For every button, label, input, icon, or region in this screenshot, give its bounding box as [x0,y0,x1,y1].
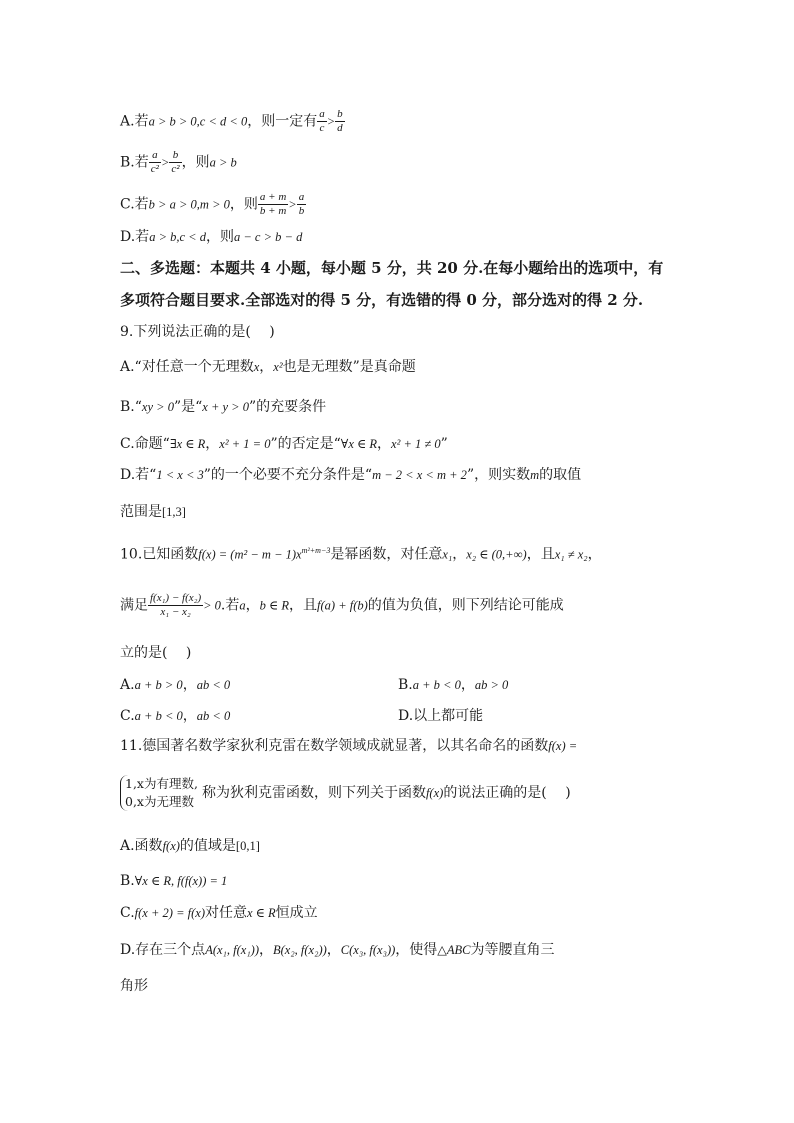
option-d-line [120,227,302,247]
option-label: B. [398,677,413,693]
text: ”，则实数 [466,467,531,483]
option-label: A.若 [120,113,149,130]
math-expr: x₂ ∈ (0,+∞) [466,547,527,562]
text: 称为狄利克雷函数，则下列关于函数 [201,785,426,801]
piecewise-brace [120,775,198,811]
q10-option-d: D.以上都可能 [398,708,484,724]
question-10-stem [120,541,602,565]
q10-options-row2 [120,706,680,726]
numerator: a [319,108,325,120]
math-expr: x² + 1 ≠ 0 [391,437,441,451]
text: ， [259,359,274,375]
math-expr: [1,3] [162,505,186,519]
math-expr: C(x₃, f(x₃)) [340,943,396,957]
text: ” [440,436,448,452]
q10-options-row1 [120,675,680,695]
q11-option-d-cont: 角形 [120,978,148,994]
math-expr: a [239,598,246,613]
text: ， [326,942,341,958]
text: ， [452,546,467,563]
text: ”的否定是“ [270,436,341,452]
math-expr: ab < 0 [196,678,231,692]
option-label: C. [120,708,135,724]
math-expr: a > b,c < d [149,230,206,244]
text: ”是“ [173,399,203,415]
option-label: C.若 [120,196,149,213]
text: ， [205,436,220,452]
exponent: m²+m−3 [301,546,331,555]
fraction [335,108,345,135]
text: ，则 [229,196,258,213]
option-label: C. [120,905,135,921]
numerator: a [149,149,161,163]
math-expr: b > a > 0,m > 0 [148,197,230,212]
option-a-line [120,108,345,135]
math-expr: [0,1] [235,839,260,853]
text: 的说法正确的是( ) [443,785,571,801]
text: ， [182,708,197,724]
text: ， [258,942,273,958]
math-expr: f(x + 2) = f(x) [134,906,205,920]
q11-option-b [120,871,227,891]
q11-option-c [120,903,318,923]
numerator: b [337,108,343,120]
q9-option-d [120,465,581,485]
math-expr: B(x₂, f(x₂)) [272,943,327,957]
denominator: c² [171,163,180,175]
denominator: x₁ − x₂ [160,606,191,618]
text: 满足 [120,597,148,614]
piecewise-case: 1,x为有理数, [125,776,198,791]
text: 的值域是 [179,838,236,854]
text: 的值为负值，则下列结论可能成 [367,597,564,614]
math-expr: ∃x ∈ R [169,437,206,451]
math-expr: a > b > 0,c < d < 0 [148,114,248,129]
option-label: D.若 [120,229,150,245]
denominator: d [337,122,343,134]
q9-option-d-cont [120,502,186,522]
denominator: b [298,205,305,217]
numerator: b [169,149,181,163]
numerator: a + m [259,191,287,203]
text: ，则一定有 [247,113,318,130]
text: A.“对任意一个无理数 [120,359,254,375]
math-expr: ab < 0 [196,709,231,723]
denominator: b + m [259,205,287,217]
math-expr: x ∈ R [246,906,276,920]
text: 也是无理数”是真命题 [282,359,416,375]
q9-option-a [120,357,416,377]
math-expr: f(x) [425,786,444,800]
text: D.若“ [120,467,157,483]
text: ， [182,677,197,693]
math-expr: △ABC [437,943,471,957]
option-c-line [120,191,306,218]
text: .若 [220,597,240,614]
math-expr: x₁ ≠ x₂ [554,547,588,562]
question-10-stem-end: 立的是( ) [120,645,192,661]
math-expr: A(x₁, f(x₁)) [205,943,259,957]
question-9-stem: 9.下列说法正确的是( ) [120,324,275,340]
math-expr: xy > 0 [141,400,174,414]
math-expr: a + b < 0 [412,678,461,692]
question-11-stem [120,736,577,756]
math-expr: x [253,360,260,374]
q10-option-b [398,675,508,695]
math-op: > [326,114,336,129]
q11-option-d [120,940,555,960]
question-10-stem-cont [120,592,564,619]
question-11-piecewise [120,775,571,811]
text: 对任意 [204,905,247,921]
math-expr: f(a) + f(b) [317,598,368,613]
math-expr: x² [273,360,283,374]
text: A.函数 [120,838,163,854]
math-expr: b ∈ R [259,598,290,613]
math-expr: f(x) [162,839,180,853]
q9-option-c [120,434,448,454]
text: B.“ [120,399,142,415]
q10-option-c [120,708,230,724]
fraction [148,592,203,619]
text: 是幂函数，对任意 [330,546,443,563]
text: ，且 [289,597,318,614]
fraction [149,149,161,176]
math-expr: m − 2 < x < m + 2 [372,468,467,482]
denominator: c² [150,163,159,175]
math-expr: ∀x ∈ R, f(f(x)) = 1 [134,874,228,888]
text: ， [587,546,602,563]
text: ”的充要条件 [248,399,327,415]
numerator: a [298,191,305,203]
text: ，则 [181,154,210,171]
text: ”的一个必要不充分条件是“ [203,467,373,483]
fraction [297,191,307,218]
math-op: > [288,197,297,212]
fraction [258,191,288,218]
fraction [317,108,327,135]
denominator: c [319,122,325,134]
math-expr: f(x) = (m² − m − 1)x [198,547,302,562]
text: ， [377,436,392,452]
piecewise-case: 0,x为无理数 [125,794,194,809]
text: ，且 [526,546,555,563]
q9-option-b [120,397,326,417]
math-expr: > 0 [203,598,221,613]
math-expr: ab > 0 [474,678,509,692]
text: ，则 [205,229,234,245]
text: 范围是 [120,504,162,520]
math-expr: 1 < x < 3 [156,468,204,482]
text: ，使得 [395,942,438,958]
q10-option-a [120,677,230,693]
option-label: B. [120,873,135,889]
math-expr: a + b > 0 [134,678,183,692]
section-heading-line2: 多项符合题目要求.全部选对的得 5 分，有选错的得 0 分，部分选对的得 2 分. [120,291,644,309]
math-expr: x² + 1 = 0 [219,437,271,451]
math-expr: a > b [209,155,237,170]
section-heading-line1: 二、多选题：本题共 4 小题，每小题 5 分，共 20 分.在每小题给出的选项中，有 [120,259,664,277]
q11-option-a [120,836,260,856]
math-expr: a + b < 0 [134,709,183,723]
text: 恒成立 [275,905,318,921]
option-label: B.若 [120,154,149,171]
option-b-line [120,149,237,176]
math-expr: x₁ [442,547,453,562]
numerator: f(x₁) − f(x₂) [150,592,202,604]
option-label: A. [120,677,135,693]
text: 的取值 [539,467,582,483]
text: D.存在三个点 [120,942,206,958]
text: ， [460,677,475,693]
text: 10.已知函数 [120,546,199,563]
math-op: > [160,155,170,170]
text: ， [245,597,260,614]
math-expr: ∀x ∈ R [340,437,378,451]
math-expr: a − c > b − d [233,230,303,244]
text: C.命题“ [120,436,170,452]
text: 11.德国著名数学家狄利克雷在数学领域成就显著，以其名命名的函数 [120,738,549,754]
fraction [169,149,181,176]
text: 为等腰直角三 [470,942,555,958]
math-expr: x + y > 0 [202,400,249,414]
math-expr: f(x) = [548,739,578,753]
math-expr: m [530,468,540,482]
